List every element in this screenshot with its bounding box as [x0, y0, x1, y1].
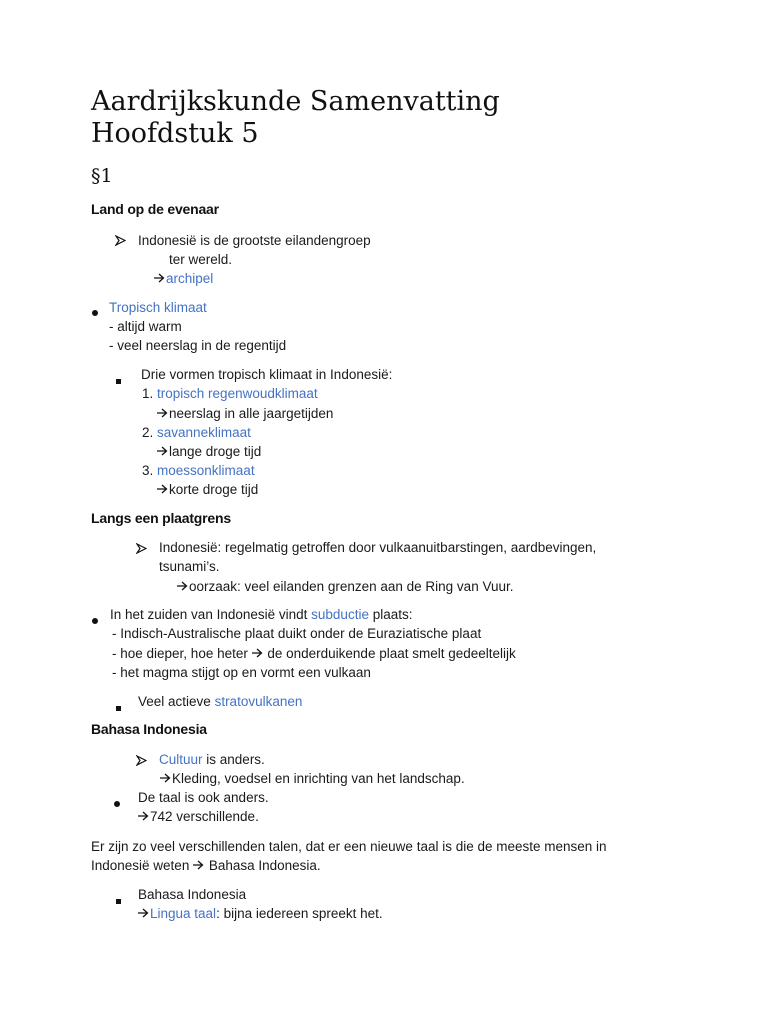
- term-cultuur: Cultuur: [159, 752, 203, 767]
- arrow-line-lingua: Lingua taal: bijna iedereen spreekt het.: [138, 904, 383, 923]
- arrow-right-icon: [154, 273, 164, 283]
- text-drie-vormen: Drie vormen tropisch klimaat in Indonesië:: [141, 367, 393, 382]
- text-subductie-line: In het zuiden van Indonesië vindt subductie plaats:: [110, 607, 413, 622]
- dot-bullet-icon: [92, 611, 98, 629]
- arrow-line-742: 742 verschillende.: [138, 807, 259, 826]
- arrow-line-type-2: lange droge tijd: [157, 442, 261, 461]
- text-taal-anders: De taal is ook anders.: [138, 790, 269, 805]
- document-title-line2: Hoofdstuk 5: [91, 118, 259, 149]
- text-altijd-warm: - altijd warm: [109, 319, 182, 334]
- term-savanneklimaat: savanneklimaat: [157, 425, 251, 440]
- section-number: §1: [91, 165, 113, 187]
- text-hoe-dieper: - hoe dieper, hoe heter de onderduikende plaat smelt gedeeltelijk: [112, 646, 516, 661]
- text-indonesie-eilandengroep: Indonesië is de grootste eilandengroep: [138, 233, 371, 248]
- text-stratovulkanen: Veel actieve stratovulkanen: [138, 694, 303, 709]
- dot-bullet-icon: [114, 794, 120, 812]
- term-stratovulkanen: stratovulkanen: [214, 694, 303, 709]
- list-item-type-3: 3. moessonklimaat: [142, 463, 255, 478]
- heading-bahasa-indonesia: Bahasa Indonesia: [91, 721, 207, 737]
- arrow-line-type-3: korte droge tijd: [157, 480, 258, 499]
- term-archipel: archipel: [166, 271, 214, 286]
- square-bullet-icon: [116, 371, 121, 389]
- arrow-right-icon: [193, 860, 203, 870]
- arrow-right-icon: [138, 908, 148, 918]
- document-title-line1: Aardrijkskunde Samenvatting: [91, 86, 500, 117]
- term-moessonklimaat: moessonklimaat: [157, 463, 255, 478]
- text-tsunamis: tsunami’s.: [159, 559, 220, 574]
- arrow-line-archipel: [154, 269, 213, 288]
- arrow-line-oorzaak: oorzaak: veel eilanden grenzen aan de Ring van Vuur.: [177, 577, 513, 596]
- arrow-line-kleding: Kleding, voedsel en inrichting van het landschap.: [160, 769, 465, 788]
- arrow-right-icon: [157, 446, 167, 456]
- term-tropisch-klimaat: Tropisch klimaat: [109, 300, 207, 315]
- text-cultuur: Cultuur is anders.: [159, 752, 265, 767]
- arrow-right-icon: [177, 581, 187, 591]
- list-item-type-2: 2. savanneklimaat: [142, 425, 251, 440]
- text-regelmatig-getroffen: Indonesië: regelmatig getroffen door vulkaanuitbarstingen, aardbevingen,: [159, 540, 597, 555]
- arrow-right-icon: [157, 408, 167, 418]
- heading-langs-een-plaatgrens: Langs een plaatgrens: [91, 510, 231, 526]
- arrow-right-icon: [160, 773, 170, 783]
- text-magma-stijgt: - het magma stijgt op en vormt een vulkaan: [112, 665, 371, 680]
- text-ter-wereld: ter wereld.: [169, 252, 233, 267]
- chevron-bullet-icon: [136, 753, 147, 771]
- dot-bullet-icon: [92, 303, 98, 321]
- chevron-bullet-icon: [115, 233, 126, 251]
- square-bullet-icon: [116, 891, 121, 909]
- list-item-type-1: 1. tropisch regenwoudklimaat: [142, 386, 318, 401]
- chevron-bullet-icon: [136, 541, 147, 559]
- term-subductie: subductie: [311, 607, 369, 622]
- arrow-right-icon: [157, 484, 167, 494]
- term-lingua-taal: Lingua taal: [150, 906, 217, 921]
- paragraph-line1: Er zijn zo veel verschillenden talen, dat er een nieuwe taal is die de meeste mensen in: [91, 839, 607, 854]
- paragraph-line2: Indonesië weten Bahasa Indonesia.: [91, 858, 321, 873]
- text-veel-neerslag: - veel neerslag in de regentijd: [109, 338, 287, 353]
- arrow-right-icon: [252, 648, 262, 658]
- arrow-line-type-1: neerslag in alle jaargetijden: [157, 404, 333, 423]
- arrow-right-icon: [138, 811, 148, 821]
- square-bullet-icon: [116, 698, 121, 716]
- term-tropisch-regenwoudklimaat: tropisch regenwoudklimaat: [157, 386, 318, 401]
- text-bahasa-indonesia: Bahasa Indonesia: [138, 887, 247, 902]
- text-indisch-australische: - Indisch-Australische plaat duikt onder de Euraziatische plaat: [112, 626, 482, 641]
- heading-land-op-de-evenaar: Land op de evenaar: [91, 201, 219, 217]
